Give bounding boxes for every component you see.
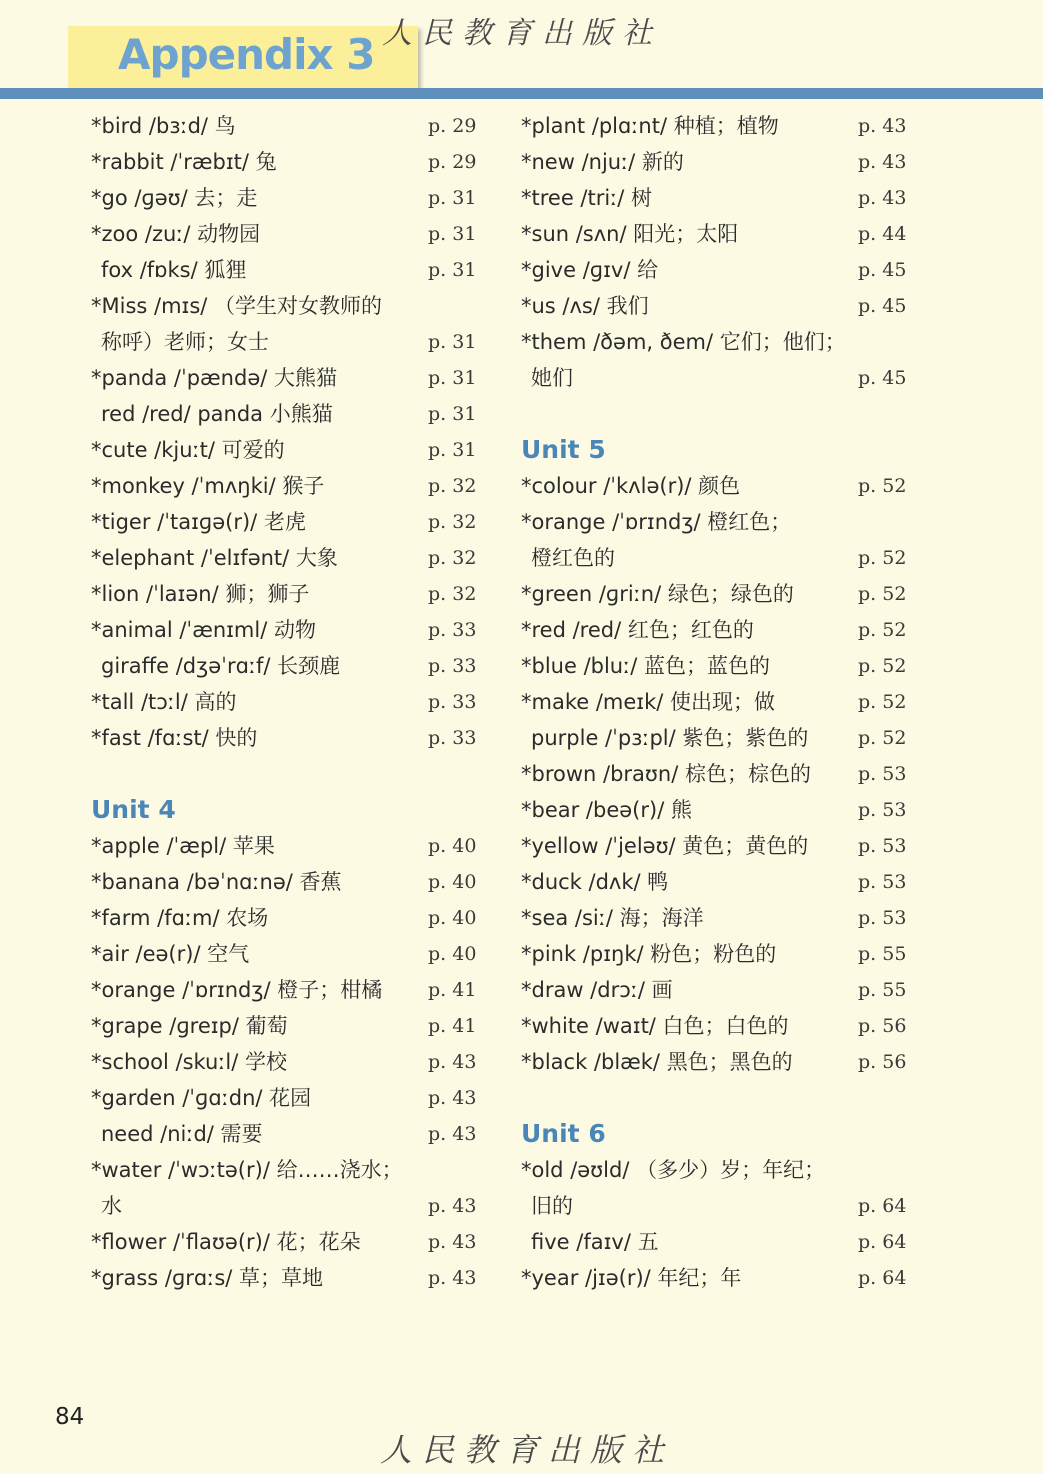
entry-text: fox /fɒks/ 狐狸 xyxy=(101,258,247,282)
page-reference: p. 40 xyxy=(428,835,477,857)
entry-text: purple /ˈpɜːpl/ 紫色；紫色的 xyxy=(531,726,809,750)
page-reference: p. 53 xyxy=(858,907,907,929)
section-spacer xyxy=(521,1080,916,1116)
page-reference: p. 31 xyxy=(428,367,477,389)
vocab-entry xyxy=(91,972,486,1008)
entry-text: *rabbit /ˈræbɪt/ 兔 xyxy=(91,150,277,174)
page-reference: p. 31 xyxy=(428,259,477,281)
vocab-entry xyxy=(91,396,486,432)
entry-text: *brown /braʊn/ 棕色；棕色的 xyxy=(521,762,811,786)
page-reference: p. 31 xyxy=(428,403,477,425)
vocab-entry xyxy=(521,180,916,216)
entry-text: 橙红色的 xyxy=(531,546,615,570)
vocab-entry xyxy=(521,324,916,360)
entry-text: *animal /ˈænɪml/ 动物 xyxy=(91,618,316,642)
vocab-entry xyxy=(91,576,486,612)
entry-text: *blue /bluː/ 蓝色；蓝色的 xyxy=(521,654,770,678)
vocab-entry xyxy=(521,108,916,144)
vocab-entry xyxy=(91,936,486,972)
entry-text: *zoo /zuː/ 动物园 xyxy=(91,222,261,246)
vocab-entry xyxy=(521,720,916,756)
page-reference: p. 45 xyxy=(858,295,907,317)
page-reference: p. 45 xyxy=(858,259,907,281)
page-reference: p. 43 xyxy=(858,151,907,173)
page-reference: p. 53 xyxy=(858,835,907,857)
vocab-entry xyxy=(521,684,916,720)
page-reference: p. 40 xyxy=(428,943,477,965)
entry-text: *lion /ˈlaɪən/ 狮；狮子 xyxy=(91,582,310,606)
entry-text: 她们 xyxy=(531,366,573,390)
vocab-entry xyxy=(521,504,916,540)
vocab-entry xyxy=(91,144,486,180)
entry-text: *bear /beə(r)/ 熊 xyxy=(521,798,692,822)
page-reference: p. 31 xyxy=(428,187,477,209)
page-reference: p. 43 xyxy=(428,1195,477,1217)
entry-text: *elephant /ˈelɪfənt/ 大象 xyxy=(91,546,338,570)
entry-text: *banana /bəˈnɑːnə/ 香蕉 xyxy=(91,870,342,894)
page-reference: p. 53 xyxy=(858,799,907,821)
entry-text: *bird /bɜːd/ 鸟 xyxy=(91,114,236,138)
vocab-entry xyxy=(91,540,486,576)
page-reference: p. 31 xyxy=(428,223,477,245)
vocab-entry xyxy=(521,972,916,1008)
page-reference: p. 64 xyxy=(858,1231,907,1253)
page-reference: p. 56 xyxy=(858,1051,907,1073)
unit-heading: Unit 6 xyxy=(521,1119,606,1148)
vocab-entry xyxy=(91,252,486,288)
entry-text: *green /ɡriːn/ 绿色；绿色的 xyxy=(521,582,794,606)
page-reference: p. 52 xyxy=(858,655,907,677)
vocab-entry xyxy=(91,648,486,684)
entry-text: *yellow /ˈjeləʊ/ 黄色；黄色的 xyxy=(521,834,809,858)
page-reference: p. 33 xyxy=(428,619,477,641)
entry-text: *garden /ˈɡɑːdn/ 花园 xyxy=(91,1086,312,1110)
vocab-section xyxy=(521,108,916,396)
page-reference: p. 33 xyxy=(428,727,477,749)
page-reference: p. 32 xyxy=(428,475,477,497)
vocab-entry xyxy=(521,864,916,900)
vocab-entry xyxy=(521,792,916,828)
page-reference: p. 33 xyxy=(428,655,477,677)
page-reference: p. 45 xyxy=(858,367,907,389)
vocab-entry xyxy=(521,252,916,288)
entry-text: *them /ðəm, ðem/ 它们；他们； xyxy=(521,330,846,354)
entry-text: *draw /drɔː/ 画 xyxy=(521,978,673,1002)
entry-text: *white /waɪt/ 白色；白色的 xyxy=(521,1014,789,1038)
entry-text: *grape /ɡreɪp/ 葡萄 xyxy=(91,1014,288,1038)
page-reference: p. 64 xyxy=(858,1267,907,1289)
entry-text: *fast /fɑːst/ 快的 xyxy=(91,726,258,750)
unit-heading: Unit 4 xyxy=(91,795,176,824)
page-reference: p. 43 xyxy=(428,1051,477,1073)
vocab-entry xyxy=(521,648,916,684)
entry-text: *school /skuːl/ 学校 xyxy=(91,1050,288,1074)
page-reference: p. 52 xyxy=(858,583,907,605)
page-reference: p. 29 xyxy=(428,115,477,137)
entry-text: *Miss /mɪs/ （学生对女教师的 xyxy=(91,294,383,318)
vocab-entry xyxy=(521,828,916,864)
page-reference: p. 41 xyxy=(428,1015,477,1037)
page-reference: p. 53 xyxy=(858,871,907,893)
entry-text: *duck /dʌk/ 鸭 xyxy=(521,870,669,894)
entry-text: *flower /ˈflaʊə(r)/ 花；花朵 xyxy=(91,1230,361,1254)
entry-text: *give /ɡɪv/ 给 xyxy=(521,258,659,282)
vocab-entry xyxy=(91,1116,486,1152)
page-reference: p. 43 xyxy=(428,1123,477,1145)
section-spacer xyxy=(91,756,486,792)
entry-text: *air /eə(r)/ 空气 xyxy=(91,942,250,966)
vocab-entry xyxy=(91,720,486,756)
vocab-entry xyxy=(521,288,916,324)
section-spacer xyxy=(521,396,916,432)
entry-text: *orange /ˈɒrɪndʒ/ 橙红色； xyxy=(521,510,792,534)
page-number: 84 xyxy=(55,1404,85,1430)
page-reference: p. 32 xyxy=(428,583,477,605)
entry-text: 称呼）老师；女士 xyxy=(101,330,269,354)
vocab-entry xyxy=(521,756,916,792)
vocab-entry xyxy=(91,612,486,648)
entry-text: 旧的 xyxy=(531,1194,573,1218)
entry-text: *plant /plɑːnt/ 种植；植物 xyxy=(521,114,779,138)
entry-text: *apple /ˈæpl/ 苹果 xyxy=(91,834,275,858)
vocab-entry xyxy=(521,936,916,972)
entry-text: *farm /fɑːm/ 农场 xyxy=(91,906,269,930)
vocab-entry xyxy=(521,900,916,936)
entry-text: *orange /ˈɒrɪndʒ/ 橙子；柑橘 xyxy=(91,978,383,1002)
vocab-entry xyxy=(91,828,486,864)
vocab-section xyxy=(521,1080,916,1296)
entry-text: *year /jɪə(r)/ 年纪；年 xyxy=(521,1266,742,1290)
page-reference: p. 43 xyxy=(428,1267,477,1289)
left-column xyxy=(91,108,486,1296)
entry-text: *old /əʊld/ （多少）岁；年纪； xyxy=(521,1158,826,1182)
page-reference: p. 52 xyxy=(858,475,907,497)
page-reference: p. 55 xyxy=(858,979,907,1001)
vocab-entry xyxy=(521,360,916,396)
vocab-entry xyxy=(91,1260,486,1296)
entry-text: *sea /siː/ 海；海洋 xyxy=(521,906,704,930)
vocab-entry xyxy=(91,216,486,252)
entry-text: *go /ɡəʊ/ 去；走 xyxy=(91,186,258,210)
vocab-entry xyxy=(91,1224,486,1260)
entry-text: *new /njuː/ 新的 xyxy=(521,150,684,174)
entry-text: *black /blæk/ 黑色；黑色的 xyxy=(521,1050,793,1074)
vocab-entry xyxy=(91,1152,486,1188)
entry-text: *pink /pɪŋk/ 粉色；粉色的 xyxy=(521,942,777,966)
vocab-section xyxy=(91,756,486,1296)
page-reference: p. 43 xyxy=(858,187,907,209)
entry-text: *tiger /ˈtaɪɡə(r)/ 老虎 xyxy=(91,510,306,534)
vocab-entry xyxy=(521,1152,916,1188)
page-reference: p. 52 xyxy=(858,691,907,713)
vocab-entry xyxy=(521,144,916,180)
vocab-entry xyxy=(91,324,486,360)
page-reference: p. 64 xyxy=(858,1195,907,1217)
vocab-entry xyxy=(91,1080,486,1116)
entry-text: five /faɪv/ 五 xyxy=(531,1230,659,1254)
page-reference: p. 44 xyxy=(858,223,907,245)
page-reference: p. 33 xyxy=(428,691,477,713)
page-reference: p. 31 xyxy=(428,331,477,353)
vocab-entry xyxy=(91,432,486,468)
entry-text: *tree /triː/ 树 xyxy=(521,186,653,210)
vocab-entry xyxy=(521,216,916,252)
vocab-entry xyxy=(91,288,486,324)
publisher-watermark-bottom: 人民教育出版社 xyxy=(380,1431,675,1469)
page-reference: p. 52 xyxy=(858,727,907,749)
vocab-entry xyxy=(91,1008,486,1044)
vocab-entry xyxy=(91,684,486,720)
entry-text: *monkey /ˈmʌŋki/ 猴子 xyxy=(91,474,325,498)
vocab-section xyxy=(91,108,486,756)
vocab-entry xyxy=(521,1188,916,1224)
page-reference: p. 55 xyxy=(858,943,907,965)
entry-text: *grass /ɡrɑːs/ 草；草地 xyxy=(91,1266,324,1290)
vocab-entry xyxy=(521,1224,916,1260)
entry-text: *sun /sʌn/ 阳光；太阳 xyxy=(521,222,739,246)
page-reference: p. 32 xyxy=(428,511,477,533)
page-reference: p. 40 xyxy=(428,907,477,929)
vocab-entry xyxy=(91,1188,486,1224)
entry-text: *make /meɪk/ 使出现；做 xyxy=(521,690,775,714)
entry-text: red /red/ panda 小熊猫 xyxy=(101,402,333,426)
entry-text: need /niːd/ 需要 xyxy=(101,1122,263,1146)
vocab-entry xyxy=(91,180,486,216)
vocab-entry xyxy=(521,612,916,648)
entry-text: *red /red/ 红色；红色的 xyxy=(521,618,754,642)
entry-text: *panda /ˈpændə/ 大熊猫 xyxy=(91,366,337,390)
entry-text: *water /ˈwɔːtə(r)/ 给……浇水； xyxy=(91,1158,403,1182)
vocab-entry xyxy=(521,576,916,612)
vocab-entry xyxy=(91,1044,486,1080)
page-reference: p. 53 xyxy=(858,763,907,785)
vocab-entry xyxy=(91,504,486,540)
page-reference: p. 31 xyxy=(428,439,477,461)
page-reference: p. 43 xyxy=(428,1231,477,1253)
vocab-entry xyxy=(91,108,486,144)
header-divider xyxy=(0,88,1043,99)
vocab-section xyxy=(521,396,916,1080)
vocab-entry xyxy=(91,468,486,504)
page-reference: p. 52 xyxy=(858,547,907,569)
vocab-entry xyxy=(91,900,486,936)
unit-heading: Unit 5 xyxy=(521,435,606,464)
entry-text: *tall /tɔːl/ 高的 xyxy=(91,690,237,714)
vocab-entry xyxy=(521,1260,916,1296)
entry-text: *cute /kjuːt/ 可爱的 xyxy=(91,438,285,462)
vocab-entry xyxy=(91,360,486,396)
vocab-entry xyxy=(521,540,916,576)
page-reference: p. 40 xyxy=(428,871,477,893)
vocab-entry xyxy=(521,1044,916,1080)
entry-text: 水 xyxy=(101,1194,122,1218)
page-reference: p. 52 xyxy=(858,619,907,641)
page-reference: p. 41 xyxy=(428,979,477,1001)
publisher-watermark-top: 人民教育出版社 xyxy=(382,16,662,51)
entry-text: *us /ʌs/ 我们 xyxy=(521,294,649,318)
entry-text: *colour /ˈkʌlə(r)/ 颜色 xyxy=(521,474,741,498)
page-reference: p. 32 xyxy=(428,547,477,569)
vocab-entry xyxy=(521,1008,916,1044)
entry-text: giraffe /dʒəˈrɑːf/ 长颈鹿 xyxy=(101,654,341,678)
vocab-entry xyxy=(521,468,916,504)
vocab-entry xyxy=(91,864,486,900)
page-reference: p. 43 xyxy=(428,1087,477,1109)
page-reference: p. 43 xyxy=(858,115,907,137)
page-reference: p. 29 xyxy=(428,151,477,173)
right-column xyxy=(521,108,916,1296)
page-title: Appendix 3 xyxy=(118,30,375,79)
page-reference: p. 56 xyxy=(858,1015,907,1037)
